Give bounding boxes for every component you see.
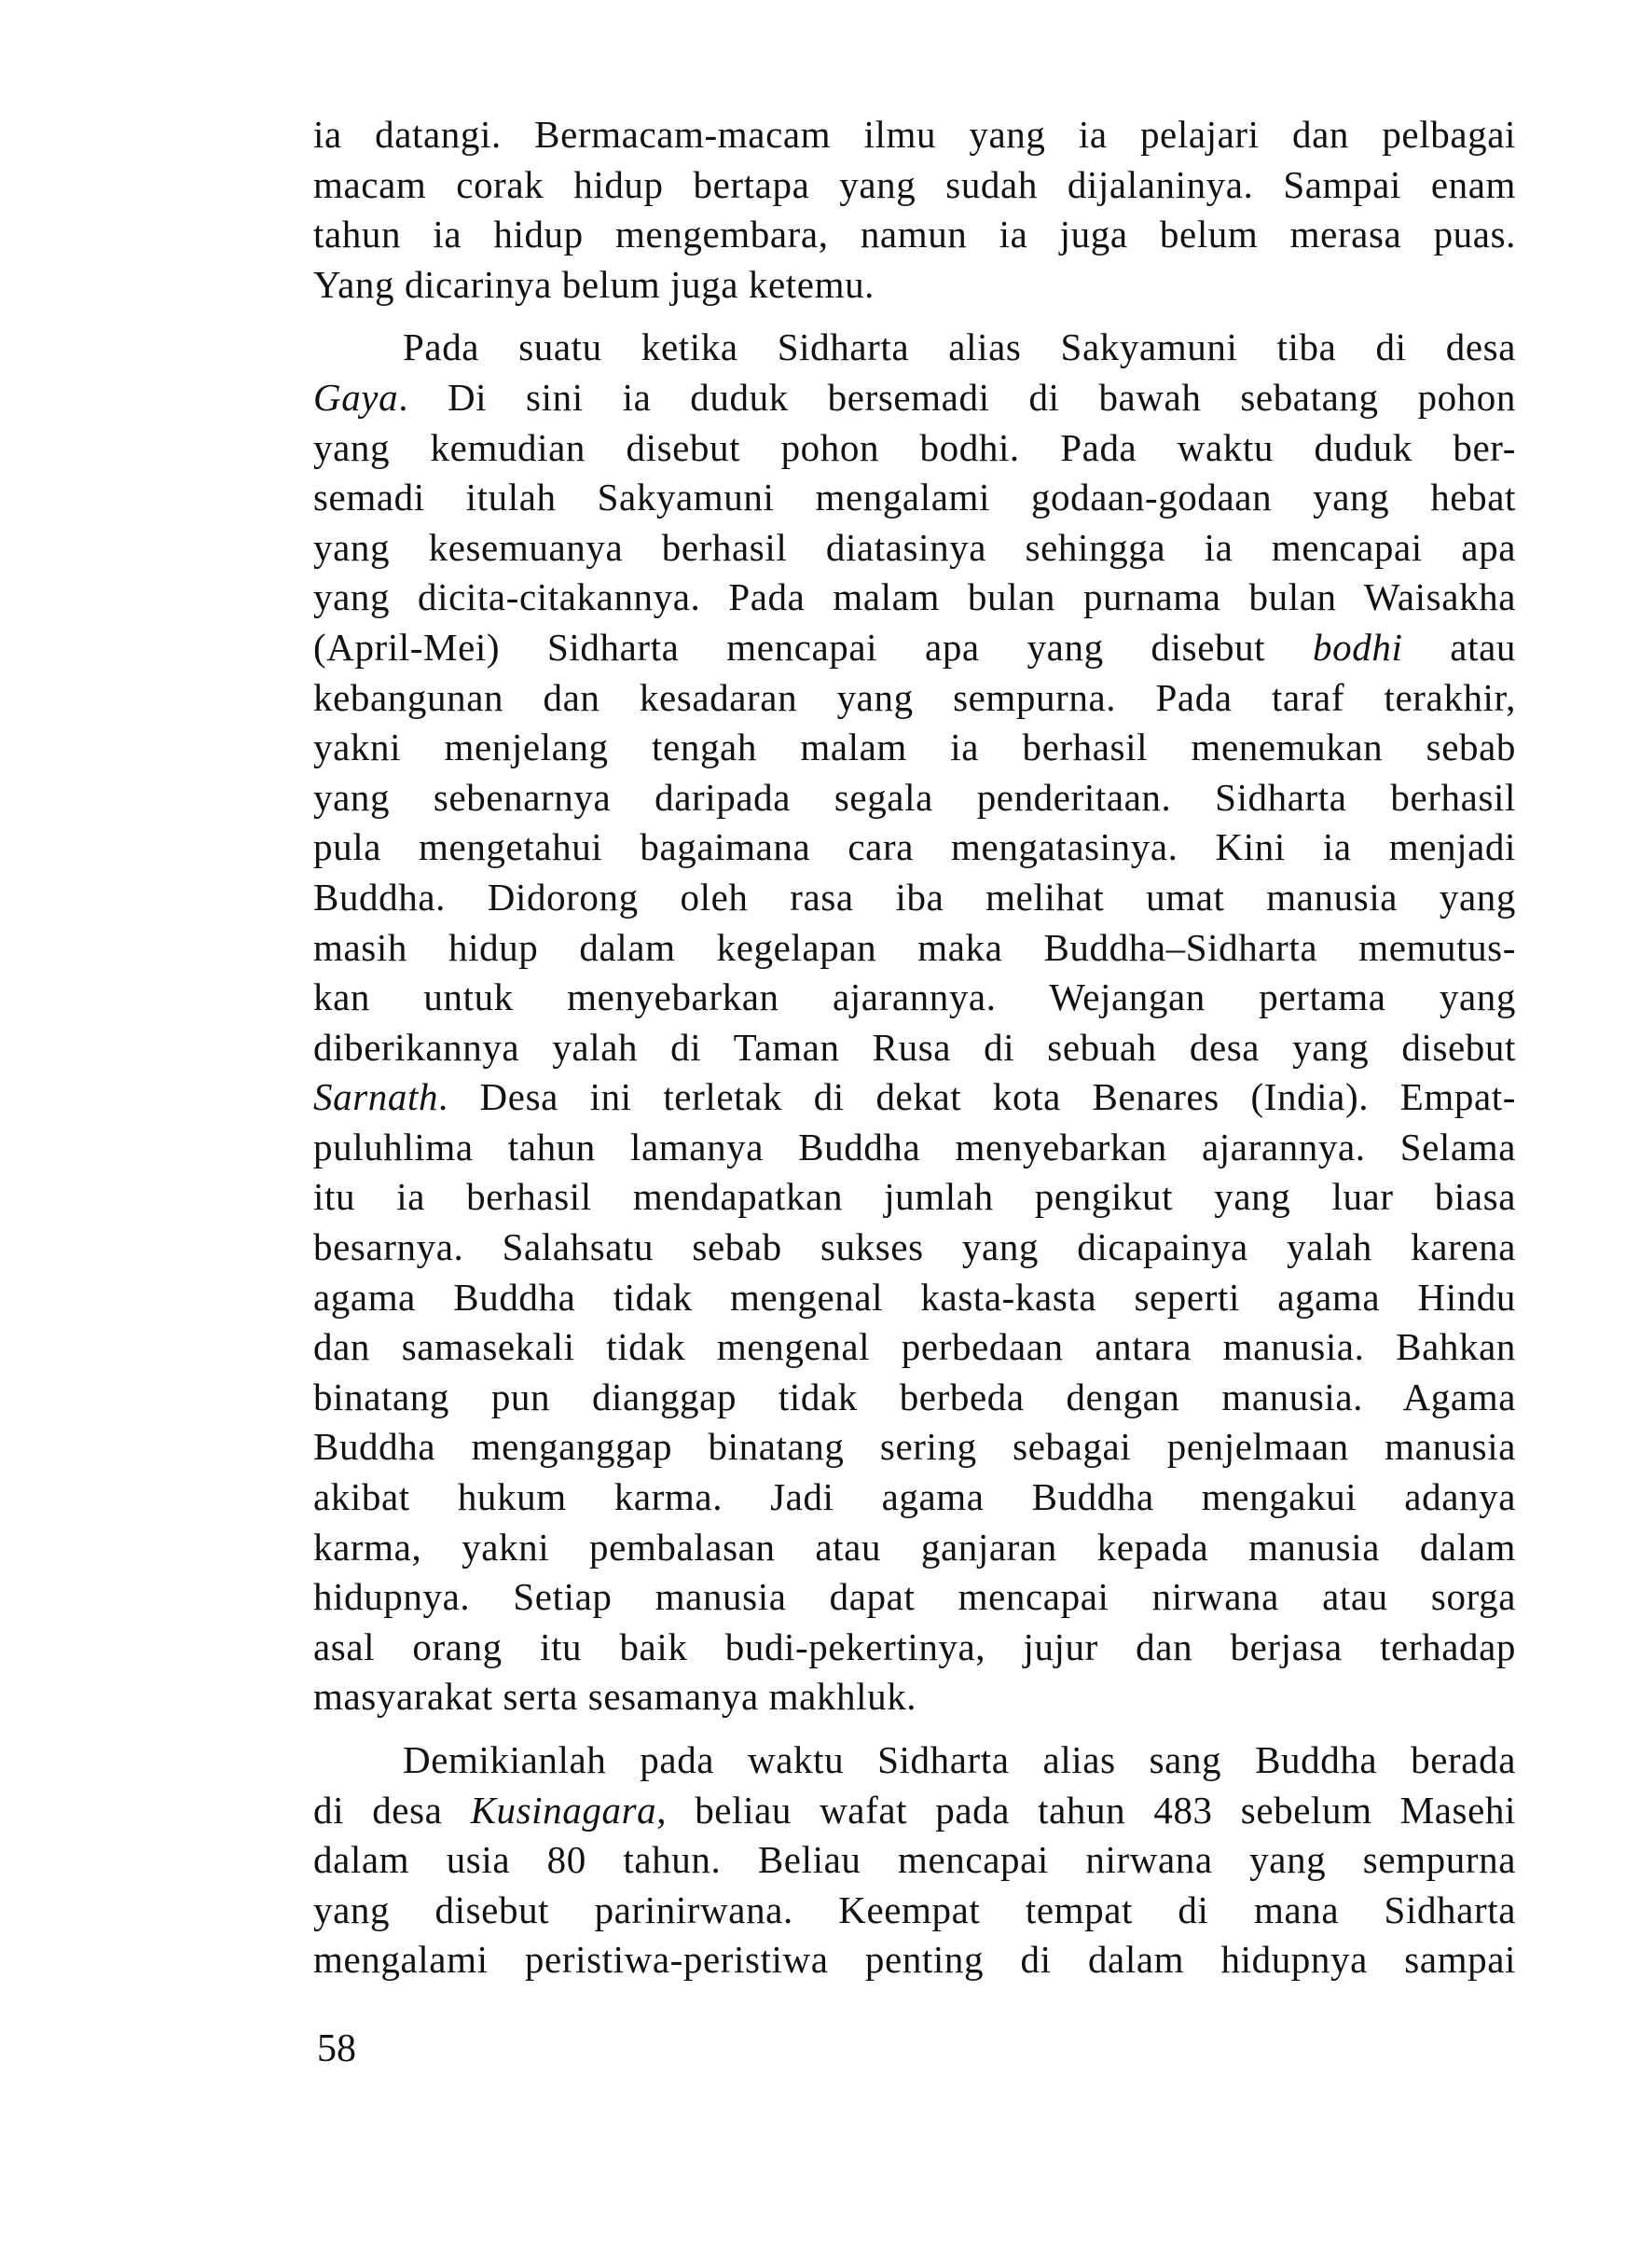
text-line: macam corak hidup bertapa yang sudah dijalaninya. Sampai enam: [313, 162, 1516, 206]
text-line: mengalami peristiwa-peristiwa penting di dalam hidupnya sampai: [313, 1938, 1516, 1982]
text-line: yakni menjelang tengah malam ia berhasil menemukan sebab: [313, 726, 1516, 769]
text-line: semadi itulah Sakyamuni mengalami godaan-godaan yang hebat: [313, 476, 1516, 519]
text-line: itu ia berhasil mendapatkan jumlah pengikut yang luar biasa: [313, 1175, 1516, 1219]
text-line: Buddha menganggap binatang sering sebagai penjelmaan manusia: [313, 1425, 1516, 1469]
text-line: yang dicita-citakannya. Pada malam bulan purnama bulan Waisakha: [313, 575, 1516, 619]
italic-term: Sarnath: [313, 1075, 439, 1119]
text-line: yang kesemuanya berhasil diatasinya sehingga ia mencapai apa: [313, 525, 1516, 569]
text-line: hidupnya. Setiap manusia dapat mencapai nirwana atau sorga: [313, 1575, 1516, 1619]
text-line: karma, yakni pembalasan atau ganjaran kepada manusia dalam: [313, 1525, 1516, 1569]
text-line: akibat hukum karma. Jadi agama Buddha mengakui adanya: [313, 1475, 1516, 1519]
text-line: asal orang itu baik budi-pekertinya, jujur dan berjasa terhadap: [313, 1625, 1516, 1668]
italic-term: bodhi: [1313, 625, 1403, 669]
text-line: kan untuk menyebarkan ajarannya. Wejangan pertama yang: [313, 975, 1516, 1019]
text-line: Gaya. Di sini ia duduk bersemadi di bawah sebatang pohon: [313, 375, 1516, 419]
text-line: dan samasekali tidak mengenal perbedaan antara manusia. Bahkan: [313, 1325, 1516, 1369]
text-line: masih hidup dalam kegelapan maka Buddha–Sidharta memutus-: [313, 925, 1516, 969]
text-line: puluhlima tahun lamanya Buddha menyebarkan ajarannya. Selama: [313, 1125, 1516, 1169]
text-line: di desa Kusinagara, beliau wafat pada tahun 483 sebelum Masehi: [313, 1788, 1516, 1832]
paragraph-1: [313, 110, 1516, 310]
text-line: diberikannya yalah di Taman Rusa di sebuah desa yang disebut: [313, 1025, 1516, 1069]
text-line: (April-Mei) Sidharta mencapai apa yang disebut bodhi atau: [313, 625, 1516, 669]
text-line: ia datangi. Bermacam-macam ilmu yang ia pelajari dan pelbagai: [313, 113, 1516, 156]
text-line: pula mengetahui bagaimana cara mengatasinya. Kini ia menjadi: [313, 825, 1516, 869]
body-text: [313, 110, 1516, 1985]
text-line: kebangunan dan kesadaran yang sempurna. Pada taraf terakhir,: [313, 675, 1516, 719]
paragraph-2: [313, 323, 1516, 1722]
text-line: binatang pun dianggap tidak berbeda dengan manusia. Agama: [313, 1375, 1516, 1418]
text-line: dalam usia 80 tahun. Beliau mencapai nirwana yang sempurna: [313, 1838, 1516, 1882]
text-line: agama Buddha tidak mengenal kasta-kasta seperti agama Hindu: [313, 1275, 1516, 1319]
text-line: yang sebenarnya daripada segala penderitaan. Sidharta berhasil: [313, 775, 1516, 819]
paragraph-3: [313, 1736, 1516, 1985]
text-line: yang kemudian disebut pohon bodhi. Pada waktu duduk ber-: [313, 425, 1516, 469]
text-line: Demikianlah pada waktu Sidharta alias sang Buddha berada: [403, 1738, 1516, 1781]
text-line: masyarakat serta sesamanya makhluk.: [313, 1675, 917, 1719]
page-number: 58: [317, 2027, 356, 2070]
text-line: besarnya. Salahsatu sebab sukses yang dicapainya yalah karena: [313, 1225, 1516, 1269]
text-line: Buddha. Didorong oleh rasa iba melihat umat manusia yang: [313, 875, 1516, 919]
text-line: yang disebut parinirwana. Keempat tempat di mana Sidharta: [313, 1888, 1516, 1931]
text-line: Sarnath. Desa ini terletak di dekat kota Benares (India). Empat-: [313, 1075, 1516, 1119]
italic-term: Kusinagara: [470, 1788, 657, 1832]
text-line: tahun ia hidup mengembara, namun ia juga belum merasa puas.: [313, 213, 1516, 256]
italic-term: Gaya: [313, 375, 399, 419]
text-line: Yang dicarinya belum juga ketemu.: [313, 262, 875, 306]
text-line: Pada suatu ketika Sidharta alias Sakyamuni tiba di desa: [403, 325, 1516, 369]
